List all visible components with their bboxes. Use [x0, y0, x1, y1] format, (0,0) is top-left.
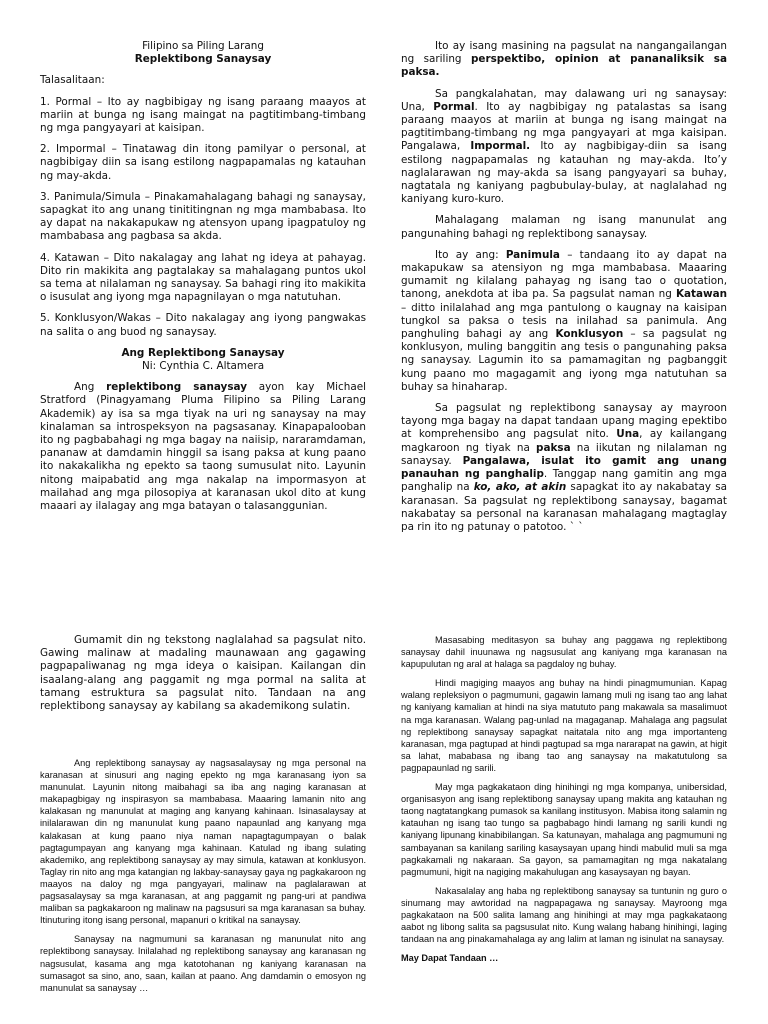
left-bottom-small-text	[40, 757, 366, 1001]
right-paragraph-3: Mahalagang malaman ng isang manunulat ang pangunahing bahagi ng replektibong sanaysay.	[401, 214, 727, 240]
text-run: . Ito ay nagbibigay ng patalastas sa isang paraang maayos at mariin at bunga ng isang maingat na pagtitimbang-timbang ng mga pangyayari at mga kaisipan. Pangalawa,	[401, 100, 727, 153]
text-run: Ang	[74, 381, 107, 394]
text-run: Ito ay ang:	[435, 248, 506, 261]
text-run: Ito ay isang masining na pagsulat na nangangailangan ng sariling	[401, 40, 727, 66]
bold-term: perspektibo, opinion at pananaliksik sa paksa.	[401, 53, 727, 79]
right-paragraph-4	[401, 249, 727, 394]
text-run: – tandaang ito ay dapat na makapukaw sa atensiyon ng mga mambabasa. Maaaring gumamit ng kilalang pahayag ng isang tao o quotation, tanong, anekdota at iba pa. Sa pagsulat naman ng	[401, 248, 727, 301]
right-bottom-paragraph-2: Hindi magiging maayos ang buhay na hindi pinagmumunian. Kapag walang repleksiyon o pagmumuni, gagawin lamang muli ng isang tao ang lahat ng kaniyang kamalian at hindi na siya matututo pang makawala sa masalimuot na mga karanasan. Walang pag-unlad na magaganap. Mahalaga ang pagsulat ng replektibong sanaysay sapagkat naitatala nito ang mga importanteng karanasan, mga pagtupad at hindi pagtupad sa mga nararapat na gawin, at higit sa lahat, mababasa ng ibang tao ang sanaysay na makatutulong sa pagpapaunlad ng sarili.	[401, 678, 727, 773]
left-top-column	[40, 40, 366, 521]
right-paragraph-2	[401, 88, 727, 207]
bold-term: Una	[616, 428, 640, 441]
essay-title: Ang Replektibong Sanaysay	[121, 346, 285, 359]
bold-term: replektibong sanaysay	[106, 381, 247, 394]
right-paragraph-5	[401, 402, 727, 534]
text-run: na iikutan ng nilalaman ng sanaysay.	[401, 441, 727, 467]
bold-term: Konklusyon	[555, 328, 624, 341]
right-bottom-paragraph-5: May Dapat Tandaan …	[401, 953, 499, 964]
document-title: Replektibong Sanaysay	[134, 53, 272, 66]
right-paragraph-1	[401, 40, 727, 80]
glossary-item-panimula: 3. Panimula/Simula – Pinakamahalagang bahagi ng sanaysay, sapagkat ito ang unang tinititingnan ng mga mambabasa. Ito ay dapat na nakakapukaw ng atensyon upang ipagpatuloy ng mambabasa ang pagbasa sa akda.	[40, 190, 366, 243]
glossary-item-katawan: 4. Katawan – Dito nakalagay ang lahat ng ideya at pahayag. Dito rin makikita ang pagtalakay sa mahalagang puntos ukol sa tema at nilalaman ng sanaysay. Sa bahagi ring ito makikita o isusulat ang iyong mga napagnilayan o mga natutuhan.	[40, 251, 366, 304]
right-bottom-column	[401, 634, 727, 971]
left-bottom-column	[40, 634, 366, 721]
left-bottom-paragraph-2: Ang replektibong sanaysay ay nagsasalaysay ng mga personal na karanasan at sinusuri ang naging epekto ng mga karanasang iyon sa manunulat. Layunin nitong maibahagi sa iba ang naging karanasan at makapagbigay ng inspirasyon sa mambabasa. Maaaring lamanin nito ang kalakasan ng manunulat at maging ang kanyang kahinaan. Isinasalaysay at inilalarawan din ng manunulat kung paano napaunlad ang kanyang mga kalakasan at kung paano niya naman napagtagumpayan o balak pagtagumpayan ang kanyang mga kahinaan. Katulad ng ibang sulating akademiko, ang replektibong sanaysay ay may simula, katawan at konklusyon. Taglay rin nito ang mga katangian ng lakbay-sanaysay gaya ng pagkakaroon ng maayos na daloy ng mga pangyayari, malinaw na paglalarawan at pagsasalaysay sa mga karanasan, at ang paggamit ng pang-uri at pandiwa maliban sa pagkakaroon ng malinaw na pagsusuri sa mga karanasan sa buhay. Itinuturing itong isang personal, mapanuri o kritikal na sanaysay.	[40, 758, 366, 926]
text-run: – sa pagsulat ng konklusyon, muling banggitin ang tesis o pangunahing paksa ng sanaysay. Lagumin ito sa pamamagitan ng pagbanggit kung paano mo magagamit ang iyong mga natutuhan sa buhay sa hinaharap.	[401, 328, 727, 393]
essay-author: Ni: Cynthia C. Altamera	[141, 360, 265, 373]
right-bottom-paragraph-4: Nakasalalay ang haba ng replektibong sanaysay sa tuntunin ng guro o sinumang may awtoridad na nagpapagawa ng sanaysay. Mayroong mga pagkakataon na 500 salita lamang ang hinihingi at may mga pagkakataong aabot ng libong salita sa pagsusulat nito. Kung walang habang hinihingi, laging tandaan na ang pinakamahalaga ay ang lalim at laman ng isinulat na sanaysay.	[401, 885, 727, 945]
bold-term: Katawan	[675, 288, 727, 301]
text-run: Sa pagsulat ng replektibong sanaysay ay mayroon tayong mga bagay na dapat tandaan upang maging epektibo at komprehensibo ang pagsulat nito.	[401, 402, 727, 441]
text-run: , ay kailangang magkaroon ng tiyak na	[401, 428, 727, 454]
essay-paragraph-1	[40, 381, 366, 513]
glossary-item-pormal: 1. Pormal – Ito ay nagbibigay ng isang paraang maayos at mariin at bunga ng isang maingat na pagtitimbang-timbang ng mga pangyayari at kaisipan.	[40, 95, 366, 135]
text-run: ayon kay Michael Stratford (Pinagyamang Pluma Filipino sa Piling Larang Akademik) ay isa sa mga tiyak na uri ng sanaysay na may kinalaman sa introspeksyon na pagsasanay. Kinapapalooban ito ng pagbabahagi ng mga bagay na naiisip, nararamdaman, pananaw at damdamin hinggil sa isang paksa at kung paano ito nakakalikha ng epekto sa taong sumusulat nito. Layunin nitong maipabatid ang mga nakalap na impormasyon at mailahad ang mga pilosopiya at karanasan ukol dito at kung maaari ay ilalagay ang mga batayan o talasanggunian.	[40, 381, 366, 513]
glossary-item-konklusyon: 5. Konklusyon/Wakas – Dito nakalagay ang iyong pangwakas na salita o ang buod ng sanaysay.	[40, 312, 366, 338]
bold-term: Impormal.	[470, 140, 531, 153]
left-bottom-paragraph-1: Gumamit din ng tekstong naglalahad sa pagsulat nito. Gawing malinaw at madaling maunawaan ang gagawing pagpapaliwanag ng mga ideya o kaisipan. Kailangan din isaalang-alang ang paggamit ng mga pormal na salita at tamang estruktura sa pagsulat nito. Tandaan na ang replektibong sanaysay ay kabilang sa akademikong sulatin.	[40, 634, 366, 713]
right-bottom-paragraph-1: Masasabing meditasyon sa buhay ang paggawa ng replektibong sanaysay dahil inuunawa ng nagsusulat ang kaniyang mga karanasan na kapupulutan ng aral at halaga sa pagdaloy ng buhay.	[401, 635, 727, 670]
essay-header	[40, 347, 366, 373]
glossary-item-impormal: 2. Impormal – Tinatawag din itong pamilyar o personal, at nagbibigay diin sa isang estilong nagpapamalas ng katauhan ng may-akda.	[40, 143, 366, 182]
left-bottom-paragraph-3: Sanaysay na nagmumuni sa karanasan ng manunulat nito ang replektibong sanaysay. Inilalahad ng replektibong sanaysay ang karanasan ng nagsusulat, kasama ang mga katotohanan ng kaniyang karanasan na sumasagot sa sino, ano, saan, kailan at paano. Ang damdamin o emosyon ng manunulat sa sanaysay …	[40, 934, 366, 993]
text-run: . Tanggap nang gamitin ang mga panghalip na	[401, 468, 727, 494]
glossary-label: Talasalitaan:	[40, 74, 105, 87]
right-top-column	[401, 40, 727, 542]
text-run: Sa pangkalahatan, may dalawang uri ng sanaysay: Una,	[401, 87, 727, 113]
text-run: – ditto inilalahad ang mga pantulong o kaugnay na kaisipan tungkol sa paksa o tesis na inilahad sa panimula. Ang panghuling bahagi ay ang	[401, 301, 727, 341]
bold-term: paksa	[536, 441, 571, 454]
bold-italic-term: ko, ako, at akin	[473, 481, 567, 494]
bold-term: Pormal	[433, 100, 475, 113]
bold-term: Pangalawa, isulat ito gamit ang unang panauhan ng panghalip	[401, 454, 727, 481]
course-title: Filipino sa Piling Larang	[142, 40, 264, 52]
text-run: sapagkat ito ay nakabatay sa karanasan. Sa pagsulat ng replektibong sanaysay, bagamat nakabatay sa personal na karanasan mahalagang magtaglay pa rin ito ng patunay o patotoo. ` `	[401, 481, 727, 533]
text-run: Ito ay nagbibigay-diin sa isang estilong nagpapamalas ng katauhan ng may-akda. Ito’y naglalarawan ng may-akda sa isang pangyayari sa buhay, nagtatala ng kaniyang pagbubulay-bulay, at naglalahad ng kaniyang kuro-kuro.	[401, 140, 727, 206]
right-bottom-paragraph-3: May mga pagkakataon ding hinihingi ng mga kompanya, unibersidad, organisasyon ang isang replektibong sanaysay upang makita ang katauhan ng taong nagtatangkang pumasok sa kanilang institusyon. Mabisa itong salamin ng katauhan ng isang tao tungo sa pagbabago hindi lamang ng sarili kundi ng kaniyang lipunang kinabibilangan. Sa katunayan, mahalaga ang pagmumuni ng sambayanan sa kanilang sariling kasaysayan upang hindi mabulid muli sa mga pagkakamali ng nakaraan. Sa gayon, sa pamamagitan ng mga nakatalang pagmumuni, higit na nagiging makahulugan ang kasaysayan ng bayan.	[401, 782, 727, 877]
bold-term: Panimula	[505, 248, 560, 261]
header-block	[40, 40, 366, 66]
